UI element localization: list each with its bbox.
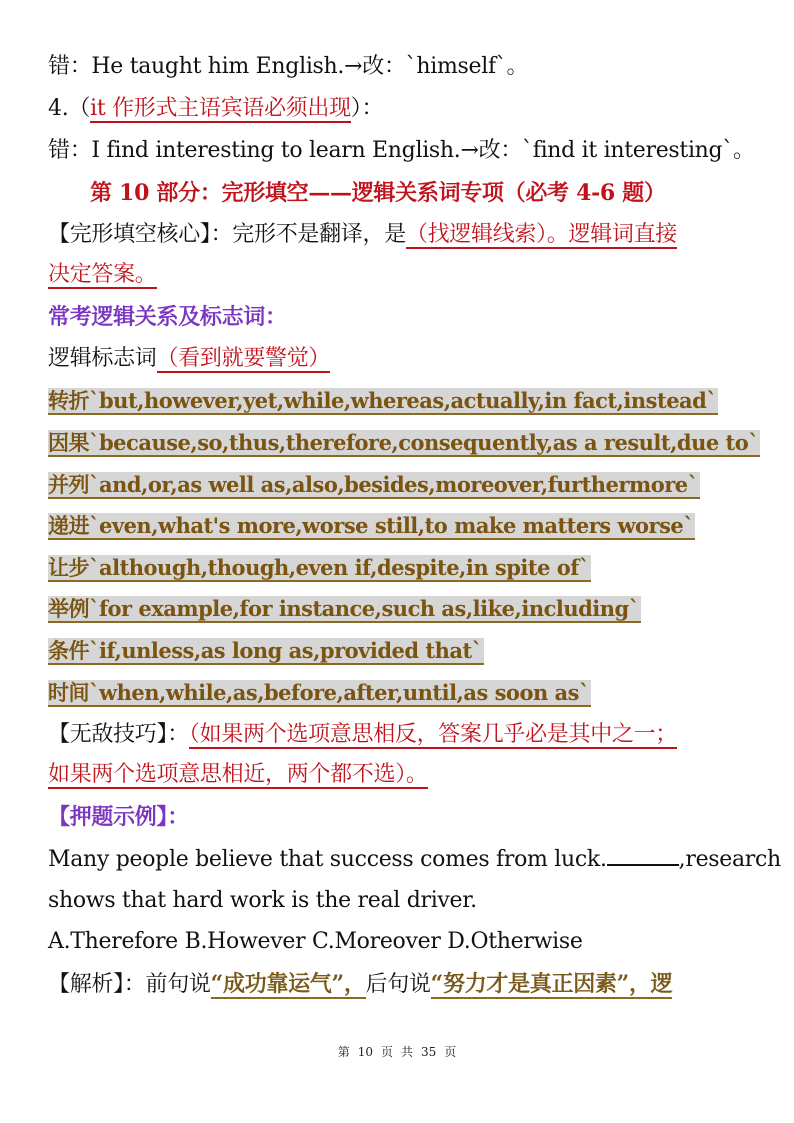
word-list-item [48, 678, 591, 709]
total-page-count: 35 [421, 1045, 437, 1059]
text-line-technique [48, 720, 677, 750]
word-list-progressive: 递进`even,what's more,worse still,to make matters worse` [48, 513, 694, 538]
word-list-time: 时间`when,while,as,before,after,until,as soon as` [48, 680, 589, 705]
answer-blank [607, 844, 679, 866]
word-list-item [48, 386, 718, 417]
word-list-item [48, 428, 760, 459]
subheading-logic: 常考逻辑关系及标志词： [48, 304, 287, 330]
question-line-1 [48, 844, 781, 875]
rule-number: 4.（ [48, 96, 91, 121]
word-list-item [48, 470, 700, 501]
rule-4-text: it 作形式主语宾语必须出现 [90, 96, 351, 121]
current-page-number: 10 [357, 1045, 373, 1059]
word-list-item [48, 594, 641, 625]
footer-total-word: 共 [401, 1045, 414, 1059]
footer-page-word: 页 [380, 1045, 393, 1059]
word-list-item [48, 636, 484, 667]
text-line-error-2 [48, 136, 755, 166]
analysis-connector: 后句说 [365, 972, 431, 997]
question-text-1: Many people believe that success comes from luck. [48, 847, 607, 872]
footer-suffix: 页 [444, 1045, 457, 1059]
markers-note: （看到就要警觉） [156, 346, 331, 371]
word-list-item [48, 553, 591, 584]
text-line-technique-cont [48, 760, 428, 790]
text-line-markers [48, 344, 330, 374]
section-heading: 第 10 部分：完形填空——逻辑关系词专项（必考 4-6 题） [90, 180, 666, 206]
question-options: A.Therefore B.However C.Moreover D.Otherwise [48, 929, 583, 954]
text-line-error-1 [48, 52, 528, 82]
analysis-label: 【解析】：前句说 [48, 972, 211, 997]
technique-text: （如果两个选项意思相反，答案几乎必是其中之一； [188, 722, 678, 747]
text-line-rule-4 [48, 94, 383, 124]
technique-text-cont: 如果两个选项意思相近，两个都不选）。 [48, 762, 428, 787]
error-example-2: 错：I find interesting to learn English.→改：`find it interesting`。 [48, 138, 755, 163]
core-label: 【完形填空核心】：完形不是翻译，是 [48, 222, 406, 247]
word-list-contrast: 转折`but,however,yet,while,whereas,actually,in fact,instead` [48, 388, 717, 413]
text-line-core-cont [48, 260, 157, 290]
core-highlight-cont: 决定答案。 [48, 262, 157, 287]
page-footer [0, 1043, 794, 1060]
word-list-concession: 让步`although,though,even if,despite,in spite of` [48, 555, 589, 580]
question-text-2: ,research [678, 847, 781, 872]
technique-label: 【无敌技巧】： [48, 722, 189, 747]
text-line-analysis [48, 969, 672, 1000]
error-example-1: 错：He taught him English.→改：`himself`。 [48, 54, 529, 79]
word-list-condition: 条件`if,unless,as long as,provided that` [48, 638, 482, 663]
word-list-item [48, 511, 695, 542]
word-list-cause: 因果`because,so,thus,therefore,consequently,as a result,due to` [48, 430, 759, 455]
markers-label: 逻辑标志词 [48, 346, 157, 371]
subheading-example: 【押题示例】： [48, 804, 189, 830]
analysis-quote-2: “努力才是真正因素”，逻 [430, 971, 673, 997]
text-line-core [48, 220, 677, 250]
rule-close: ）： [350, 96, 384, 121]
analysis-quote-1: “成功靠运气”， [210, 971, 366, 997]
word-list-parallel: 并列`and,or,as well as,also,besides,moreover,furthermore` [48, 472, 698, 497]
question-line-2: shows that hard work is the real driver. [48, 888, 477, 913]
core-highlight: （找逻辑线索）。逻辑词直接 [405, 222, 678, 247]
word-list-example: 举例`for example,for instance,such as,like,including` [48, 596, 639, 621]
footer-prefix: 第 [337, 1045, 350, 1059]
